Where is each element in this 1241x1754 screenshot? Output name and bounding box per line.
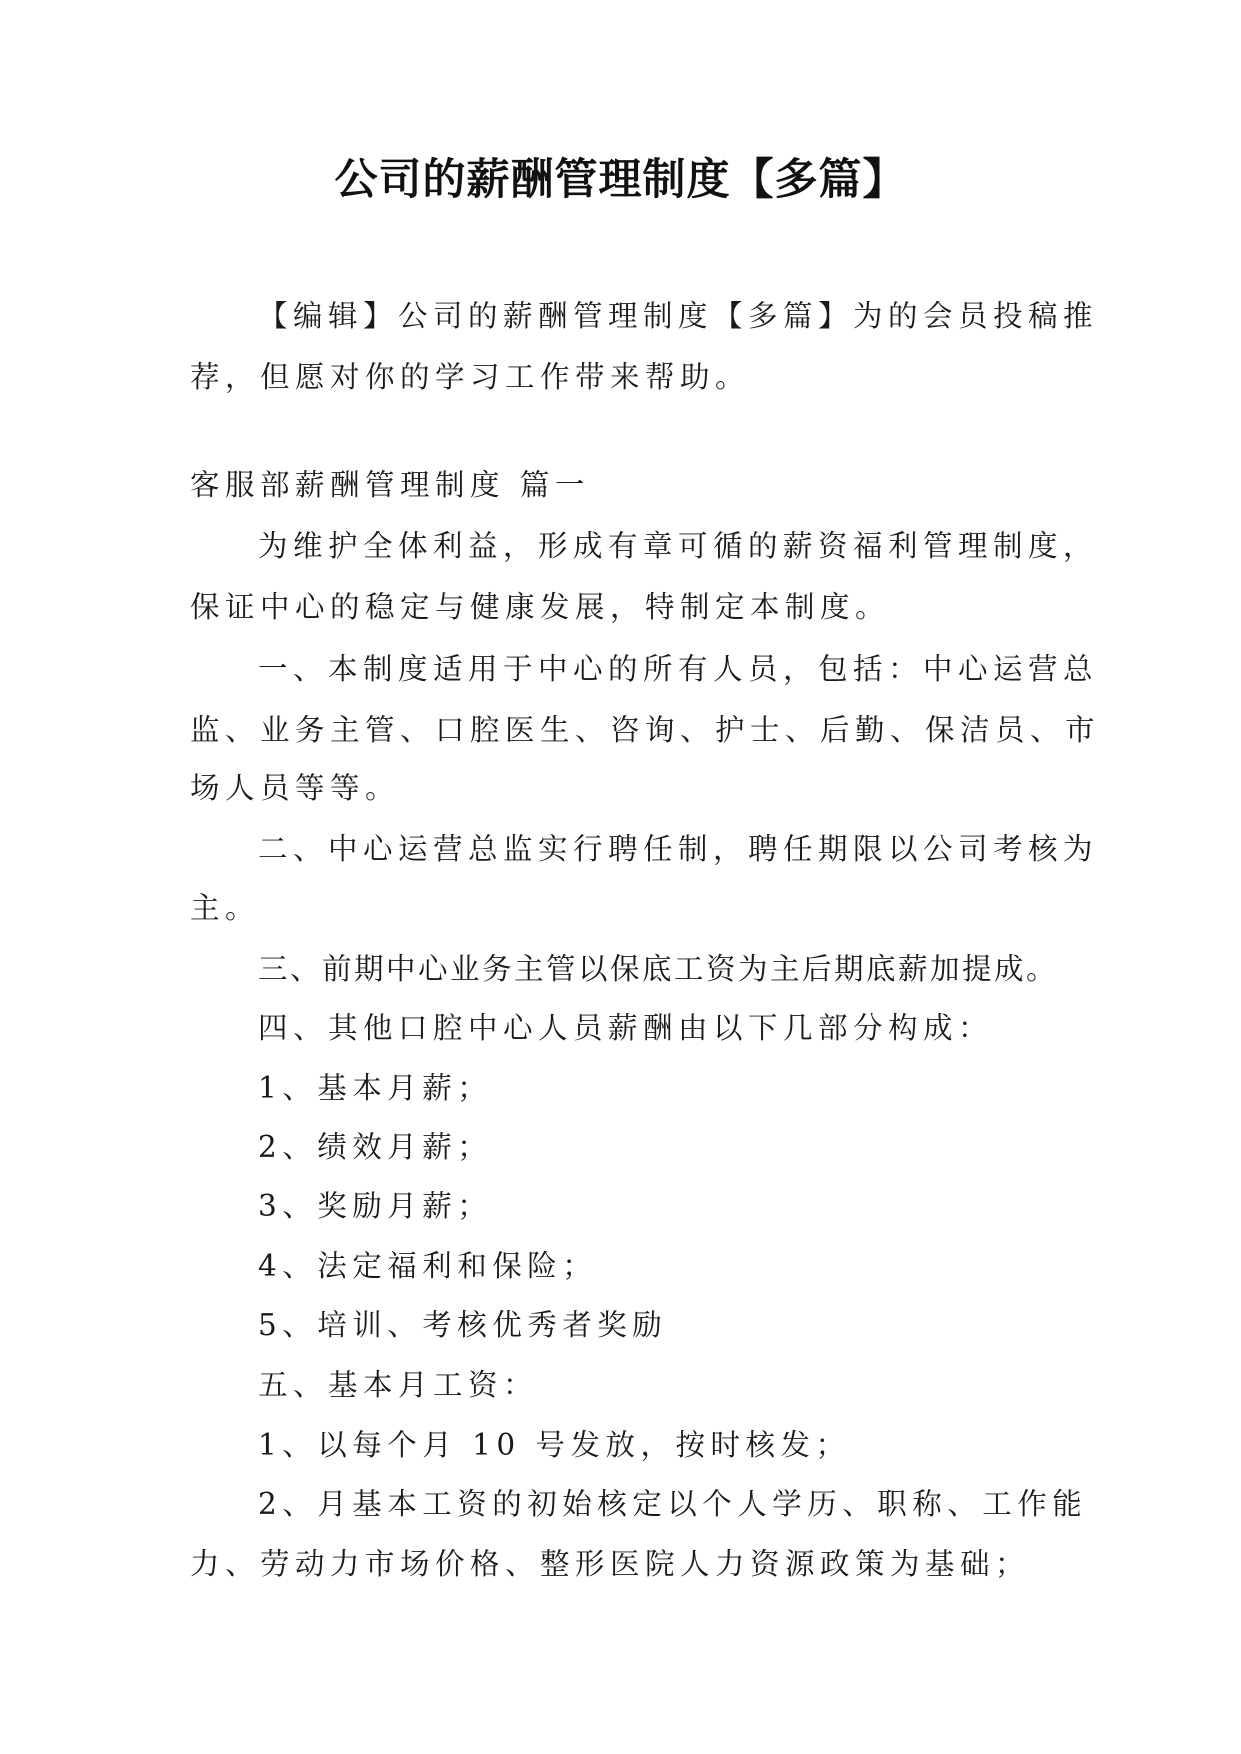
body-line-7: 主。 bbox=[190, 891, 261, 925]
body-line-10: 五、基本月工资： bbox=[258, 1368, 539, 1402]
list-item-3: 3、奖励月薪； bbox=[258, 1189, 493, 1223]
body-line-3: 一、本制度适用于中心的所有人员，包括：中心运营总 bbox=[258, 652, 1099, 686]
body-line-13: 力、劳动力市场价格、整形医院人力资源政策为基础； bbox=[190, 1547, 1031, 1581]
intro-line-1: 【编辑】公司的薪酬管理制度【多篇】为的会员投稿推 bbox=[258, 299, 1099, 333]
section-heading: 客服部薪酬管理制度 篇一 bbox=[190, 468, 590, 502]
body-line-12: 2、月基本工资的初始核定以个人学历、职称、工作能 bbox=[258, 1487, 1088, 1521]
body-line-2: 保证中心的稳定与健康发展，特制定本制度。 bbox=[190, 590, 891, 624]
body-line-5: 场人员等等。 bbox=[190, 771, 401, 805]
body-line-8: 三、前期中心业务主管以保底工资为主后期底薪加提成。 bbox=[258, 952, 1059, 986]
body-line-4: 监、业务主管、口腔医生、咨询、护士、后勤、保洁员、市 bbox=[190, 713, 1101, 747]
intro-line-2: 荐，但愿对你的学习工作带来帮助。 bbox=[190, 360, 751, 394]
list-item-1: 1、基本月薪； bbox=[258, 1071, 493, 1105]
list-item-5: 5、培训、考核优秀者奖励 bbox=[258, 1308, 668, 1342]
body-line-9: 四、其他口腔中心人员薪酬由以下几部分构成： bbox=[258, 1011, 994, 1045]
body-line-1: 为维护全体利益，形成有章可循的薪资福利管理制度， bbox=[258, 529, 1099, 563]
body-line-6: 二、中心运营总监实行聘任制，聘任期限以公司考核为 bbox=[258, 832, 1099, 866]
document-title: 公司的薪酬管理制度【多篇】 bbox=[334, 155, 907, 205]
list-item-4: 4、法定福利和保险； bbox=[258, 1249, 598, 1283]
list-item-2: 2、绩效月薪； bbox=[258, 1130, 493, 1164]
body-line-11: 1、以每个月 10 号发放，按时核发； bbox=[258, 1428, 851, 1462]
